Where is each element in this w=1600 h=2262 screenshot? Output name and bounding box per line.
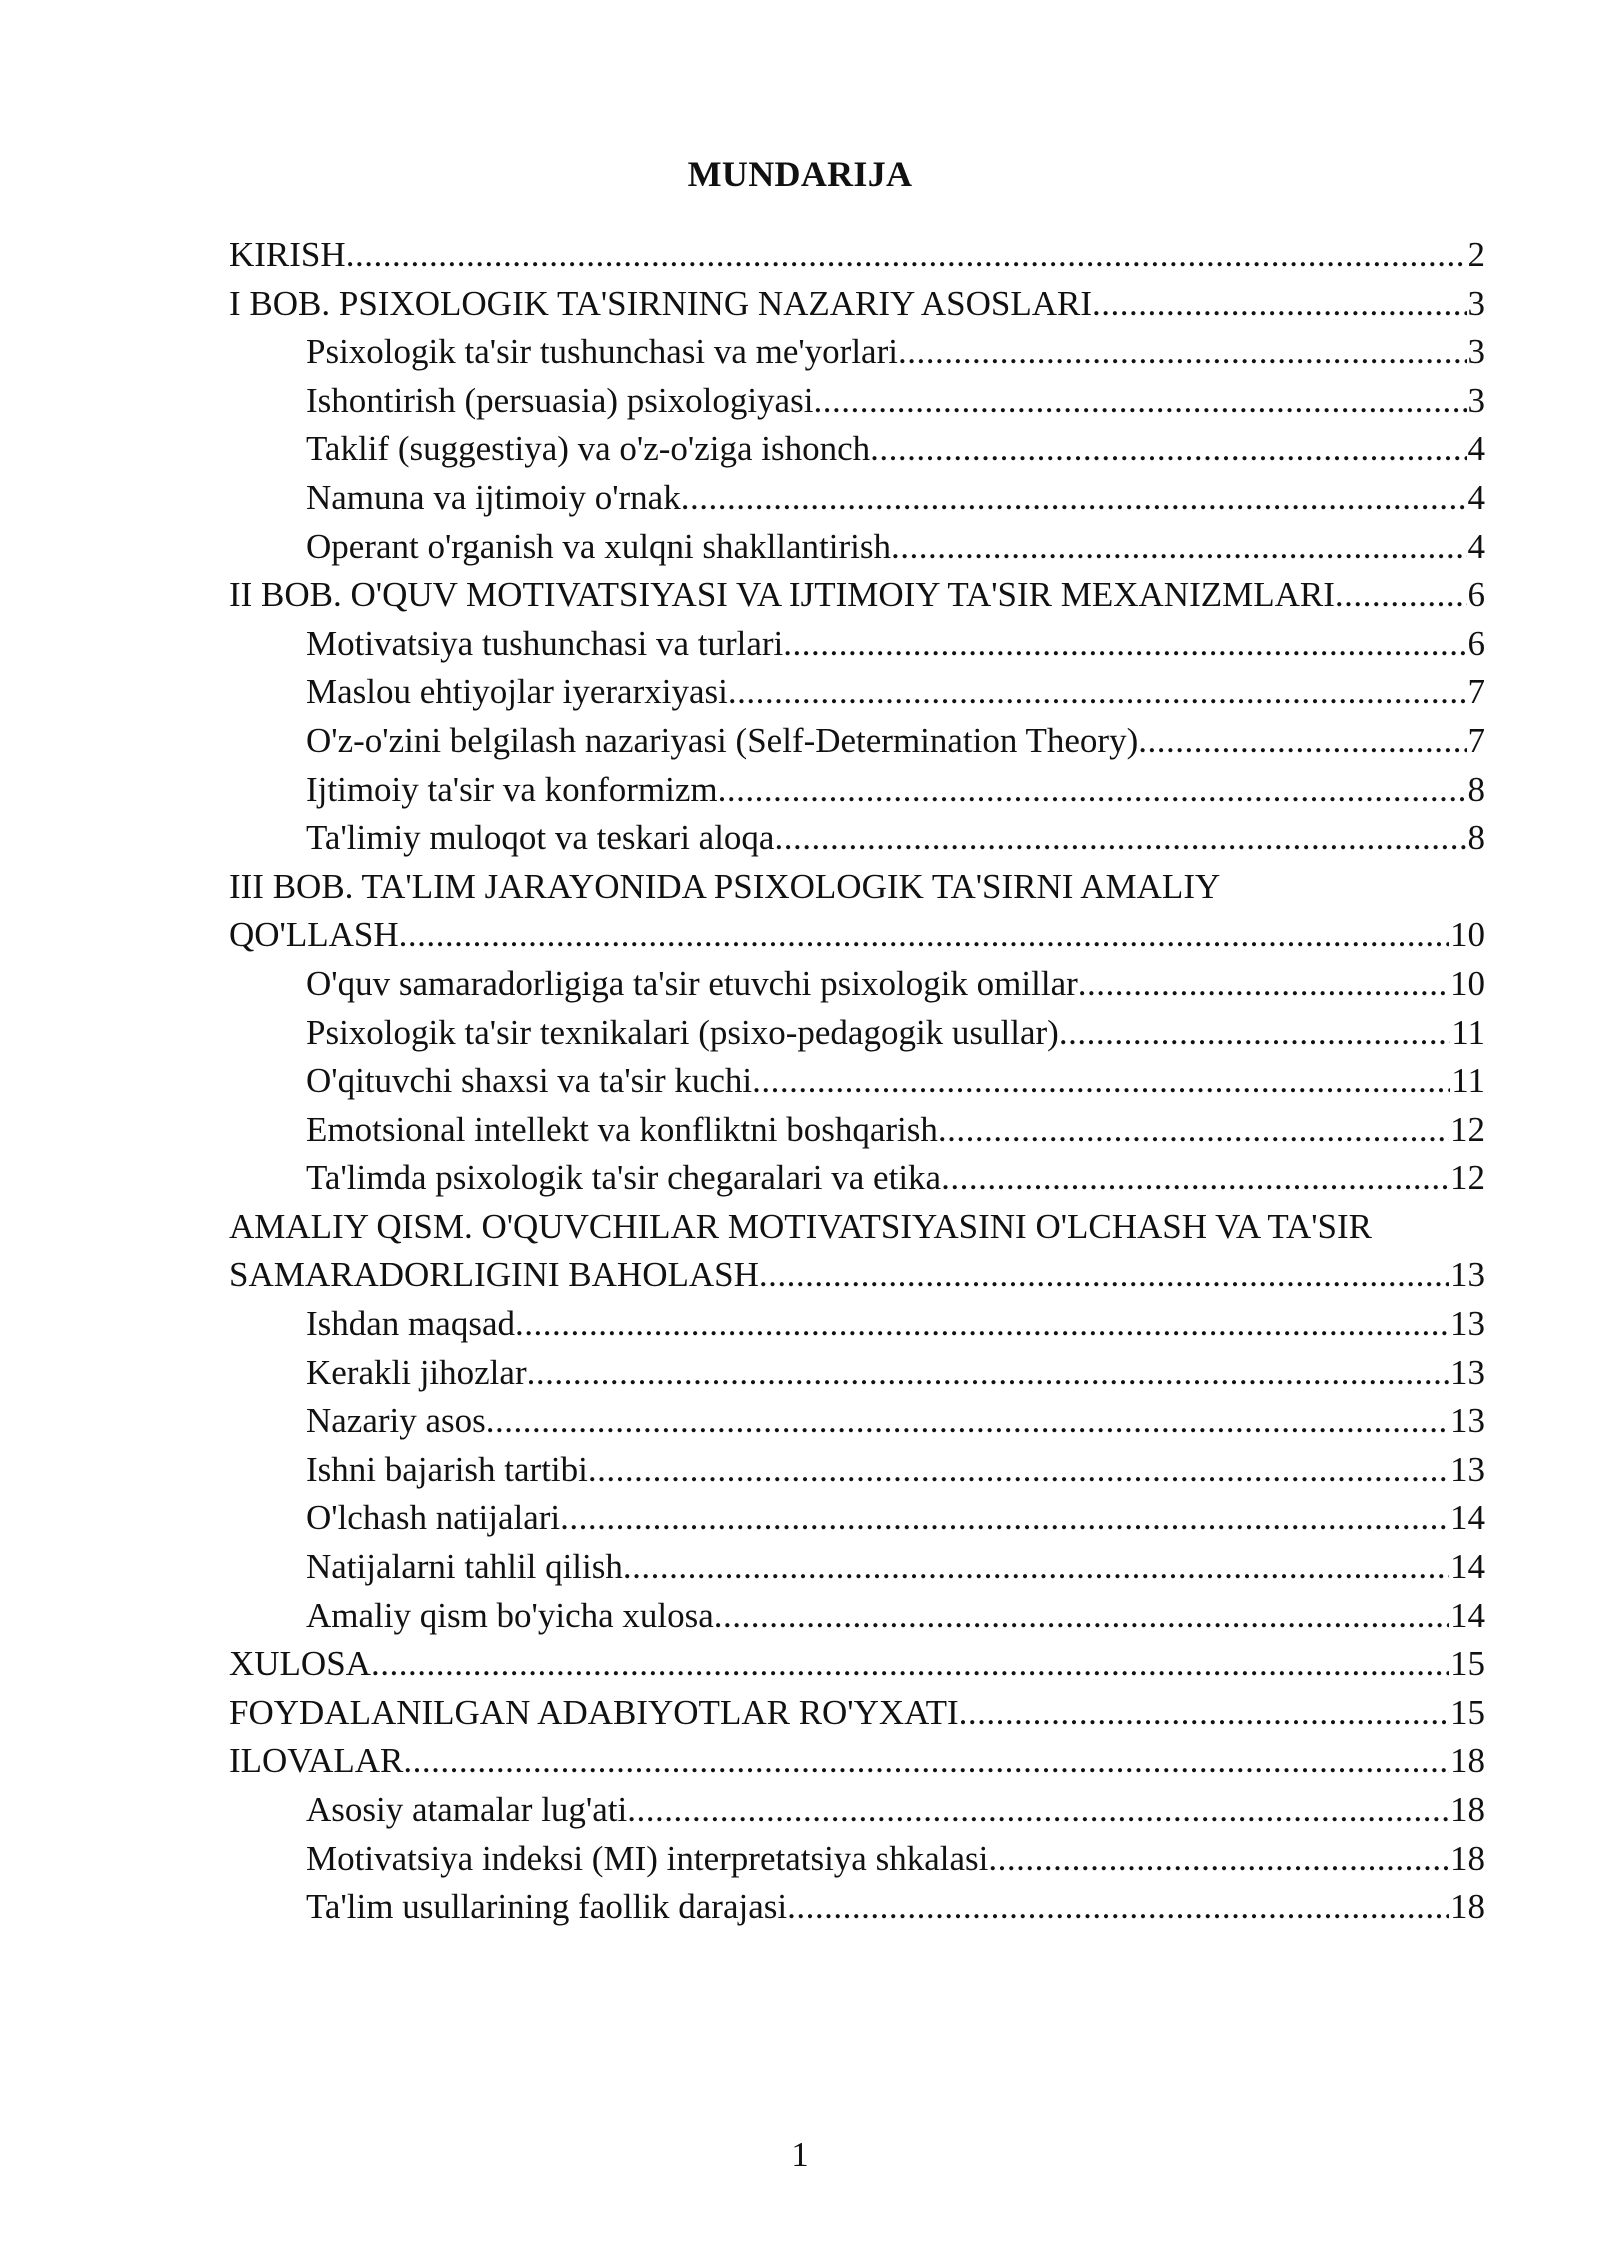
toc-entry-row [229,911,1485,960]
toc-subsection-entry[interactable] [229,1446,1485,1495]
toc-subsection-entry[interactable] [229,1494,1485,1543]
toc-entry-title: SAMARADORLIGINI BAHOLASH [229,1255,759,1295]
dot-leader [787,1883,1449,1932]
dot-leader [813,377,1466,426]
toc-entry-row [306,1106,1485,1155]
toc-entry-row [306,1835,1485,1884]
toc-entry-row [306,1543,1485,1592]
dot-leader [588,1446,1449,1495]
dot-leader [959,1689,1449,1738]
toc-entry-row [229,1640,1485,1689]
toc-entry-title: Namuna va ijtimoiy o'rnak [306,477,681,517]
dot-leader [1335,571,1467,620]
dot-leader [714,1592,1449,1641]
toc-entry-title: Ta'limiy muloqot va teskari aloqa [306,818,775,858]
dot-leader [346,231,1467,280]
toc-subsection-entry[interactable] [229,1835,1485,1884]
toc-entry-title: Asosiy atamalar lug'ati [306,1790,628,1829]
toc-entry-title: Motivatsiya indeksi (MI) interpretatsiya shkalasi [306,1838,989,1878]
toc-entry-page-number: 7 [1467,720,1485,760]
toc-subsection-entry[interactable] [229,1397,1485,1446]
toc-entry-title: I BOB. PSIXOLOGIK TA'SIRNING NAZARIY ASOSLARI [229,283,1092,323]
toc-entry-title-line: AMALIY QISM. O'QUVCHILAR MOTIVATSIYASINI O'LCHASH VA TA'SIR [229,1206,1373,1246]
dot-leader [718,766,1467,815]
toc-chapter-entry[interactable] [229,280,1485,329]
toc-entry-row [229,1251,1485,1300]
toc-entry-page-number: 18 [1450,1741,1485,1781]
dot-leader [399,911,1449,960]
page-number: 1 [791,2135,809,2174]
dot-leader [1092,280,1467,329]
toc-entry-title-line: III BOB. TA'LIM JARAYONIDA PSIXOLOGIK TA'SIRNI AMALIY [229,866,1221,906]
toc-entry-row [306,1300,1485,1349]
toc-subsection-entry[interactable] [229,474,1485,523]
toc-entry-title: FOYDALANILGAN ADABIYOTLAR RO'YXATI [229,1692,959,1732]
dot-leader [623,1543,1449,1592]
toc-subsection-entry[interactable] [229,814,1485,863]
toc-entry-page-number: 8 [1467,818,1485,858]
toc-entry-row [306,814,1485,863]
toc-subsection-entry[interactable] [229,960,1485,1009]
toc-entry-row [306,1349,1485,1398]
dot-leader [486,1397,1449,1446]
toc-entry-row [229,1737,1485,1786]
dot-leader [403,1737,1449,1786]
toc-entry-title: Operant o'rganish va xulqni shakllantirish [306,526,892,566]
toc-entry-page-number: 18 [1450,1887,1485,1927]
toc-entry-row [306,668,1485,717]
toc-entry-row [306,1057,1485,1106]
toc-entry-title: Motivatsiya tushunchasi va turlari [306,623,784,663]
toc-entry-page-number: 13 [1450,1304,1485,1344]
dot-leader [988,1835,1449,1884]
toc-entry-row [306,474,1485,523]
toc-entry-title: Ijtimoiy ta'sir va konformizm [306,769,718,809]
dot-leader [1059,1009,1450,1058]
dot-leader [681,474,1467,523]
toc-entry-page-number: 18 [1450,1790,1485,1829]
toc-entry-page-number: 3 [1467,380,1485,420]
toc-entry-title: XULOSA [229,1644,371,1684]
toc-entry-page-number: 4 [1467,477,1485,517]
toc-entry-title: O'qituvchi shaxsi va ta'sir kuchi [306,1061,753,1101]
toc-subsection-entry[interactable] [229,717,1485,766]
toc-entry-page-number: 14 [1450,1595,1485,1635]
dot-leader [1078,960,1449,1009]
toc-entry-page-number: 11 [1451,1012,1485,1052]
toc-subsection-entry[interactable] [229,1057,1485,1106]
toc-entry-row [229,571,1485,620]
toc-entry-title: Kerakli jihozlar [306,1352,527,1392]
toc-entry-title: II BOB. O'QUV MOTIVATSIYASI VA IJTIMOIY TA'SIR MEXANIZMLARI [229,575,1335,615]
dot-leader [891,523,1466,572]
toc-subsection-entry[interactable] [229,1349,1485,1398]
table-of-contents [229,231,1485,1932]
toc-entry-title: Natijalarni tahlil qilish [306,1547,623,1587]
toc-subsection-entry[interactable] [229,668,1485,717]
toc-entry-page-number: 3 [1467,283,1485,323]
dot-leader [759,1251,1449,1300]
dot-leader [1138,717,1466,766]
toc-entry-title: Emotsional intellekt va konfliktni boshqarish [306,1109,938,1149]
toc-entry-page-number: 13 [1450,1255,1485,1295]
toc-entry-page-number: 6 [1467,575,1485,615]
toc-entry-row [229,280,1485,329]
toc-chapter-entry[interactable] [229,1689,1485,1738]
toc-chapter-entry[interactable] [229,863,1485,960]
toc-entry-row [306,1446,1485,1495]
toc-entry-row [306,1786,1485,1835]
toc-entry-page-number: 14 [1450,1498,1485,1538]
toc-entry-page-number: 18 [1450,1838,1485,1878]
toc-entry-title: Ishdan maqsad [306,1304,515,1344]
toc-entry-page-number: 15 [1450,1644,1485,1684]
toc-entry-title: Psixologik ta'sir tushunchasi va me'yorlari [306,332,898,372]
toc-chapter-entry[interactable] [229,1737,1485,1786]
toc-entry-row [306,425,1485,474]
dot-leader [783,620,1466,669]
toc-entry-page-number: 4 [1467,429,1485,469]
toc-entry-row [306,1154,1485,1203]
toc-entry-title: Ishni bajarish tartibi [306,1449,588,1489]
toc-entry-title: Psixologik ta'sir texnikalari (psixo-pedagogik usullar) [306,1012,1059,1052]
toc-entry-row [306,1009,1485,1058]
toc-entry-page-number: 14 [1450,1547,1485,1587]
dot-leader [515,1300,1449,1349]
toc-subsection-entry[interactable] [229,1883,1485,1932]
toc-entry-page-number: 12 [1450,1158,1485,1198]
toc-entry-title: Ishontirish (persuasia) psixologiyasi [306,380,814,420]
toc-entry-row [306,1397,1485,1446]
toc-subsection-entry[interactable] [229,1592,1485,1641]
toc-entry-row [306,377,1485,426]
toc-entry-row [229,231,1485,280]
dot-leader [938,1106,1449,1155]
toc-entry-row [306,523,1485,572]
dot-leader [941,1154,1449,1203]
dot-leader [728,668,1467,717]
toc-subsection-entry[interactable] [229,1300,1485,1349]
toc-subsection-entry[interactable] [229,1786,1485,1835]
toc-entry-title: KIRISH [229,235,346,274]
toc-entry-row [229,1689,1485,1738]
toc-entry-row [306,766,1485,815]
dot-leader [774,814,1466,863]
toc-subsection-entry[interactable] [229,766,1485,815]
toc-entry-page-number: 3 [1467,332,1485,372]
toc-entry-page-number: 10 [1450,963,1485,1003]
toc-entry-page-number: 13 [1450,1401,1485,1441]
toc-entry-page-number: 4 [1467,526,1485,566]
toc-entry-row [306,1592,1485,1641]
dot-leader [627,1786,1449,1835]
toc-entry-title: O'lchash natijalari [306,1498,561,1538]
toc-entry-title: ILOVALAR [229,1741,404,1781]
toc-subsection-entry[interactable] [229,1154,1485,1203]
dot-leader [371,1640,1449,1689]
toc-entry-page-number: 2 [1467,235,1485,274]
toc-entry-row [306,717,1485,766]
toc-entry-title: Maslou ehtiyojlar iyerarxiyasi [306,672,728,712]
toc-entry-row [306,960,1485,1009]
toc-entry-row [306,620,1485,669]
toc-subsection-entry[interactable] [229,328,1485,377]
toc-subsection-entry[interactable] [229,377,1485,426]
toc-entry-title: O'quv samaradorligiga ta'sir etuvchi psixologik omillar [306,963,1078,1003]
toc-entry-row [306,328,1485,377]
toc-subsection-entry[interactable] [229,620,1485,669]
toc-entry-page-number: 12 [1450,1109,1485,1149]
toc-chapter-entry[interactable] [229,571,1485,620]
dot-leader [870,425,1466,474]
toc-subsection-entry[interactable] [229,1106,1485,1155]
page-title: MUNDARIJA [687,154,913,194]
dot-leader [898,328,1467,377]
toc-entry-title: Ta'lim usullarining faollik darajasi [306,1887,788,1927]
toc-entry-page-number: 10 [1450,915,1485,955]
toc-entry-page-number: 13 [1450,1449,1485,1489]
dot-leader [527,1349,1449,1398]
toc-chapter-entry[interactable] [229,1640,1485,1689]
toc-entry-title: O'z-o'zini belgilash nazariyasi (Self-Determination Theory) [306,720,1139,760]
dot-leader [560,1494,1449,1543]
dot-leader [752,1057,1450,1106]
toc-subsection-entry[interactable] [229,425,1485,474]
toc-entry-page-number: 13 [1450,1352,1485,1392]
toc-entry-page-number: 6 [1467,623,1485,663]
toc-entry-page-number: 7 [1467,672,1485,712]
toc-entry-title: Amaliy qism bo'yicha xulosa [306,1595,714,1635]
toc-subsection-entry[interactable] [229,523,1485,572]
toc-entry-page-number: 15 [1450,1692,1485,1732]
toc-entry-title: Nazariy asos [306,1401,486,1441]
toc-entry-row [306,1494,1485,1543]
toc-entry-page-number: 11 [1451,1061,1485,1101]
toc-subsection-entry[interactable] [229,1009,1485,1058]
toc-entry-title: QO'LLASH [229,915,399,955]
toc-entry-row [306,1883,1485,1932]
toc-subsection-entry[interactable] [229,1543,1485,1592]
toc-chapter-entry[interactable] [229,231,1485,280]
toc-chapter-entry[interactable] [229,1203,1485,1300]
toc-entry-title: Ta'limda psixologik ta'sir chegaralari va etika [306,1158,942,1198]
toc-entry-title: Taklif (suggestiya) va o'z-o'ziga ishonch [306,429,871,469]
toc-entry-page-number: 8 [1467,769,1485,809]
